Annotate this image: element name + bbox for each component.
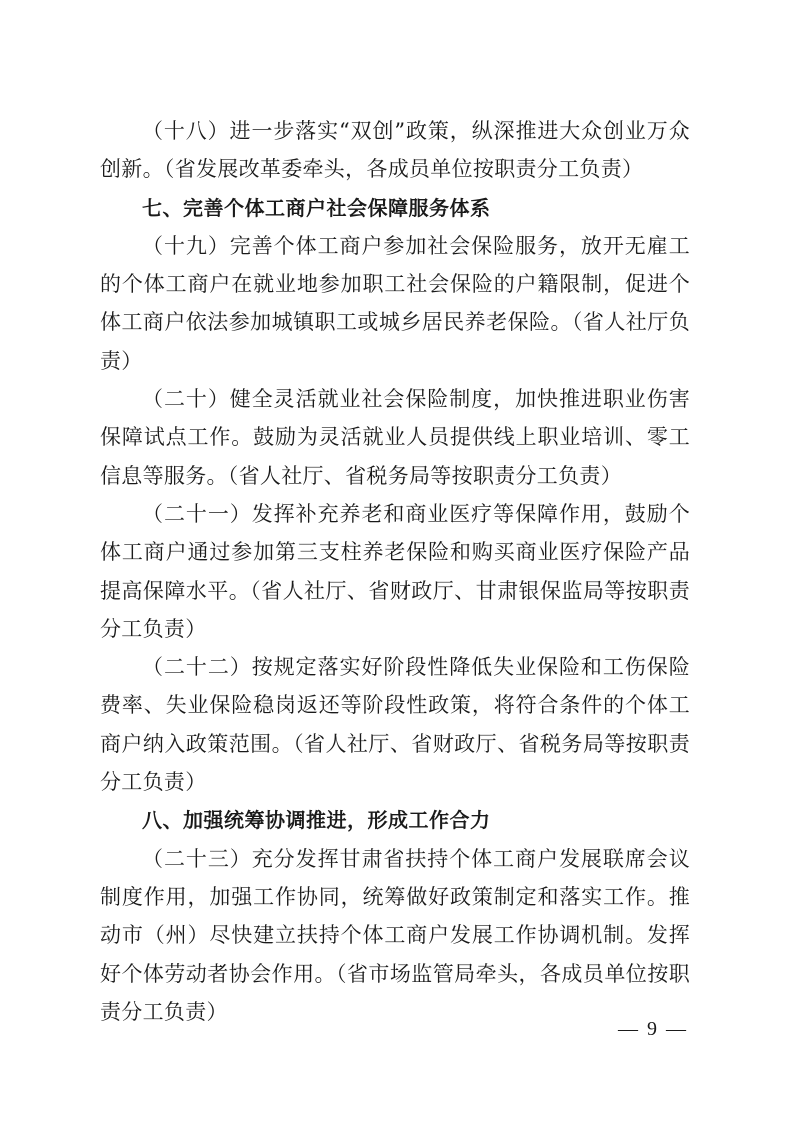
paragraph-18: （十八）进一步落实“双创”政策，纵深推进大众创业万众创新。（省发展改革委牵头，各成员单位按职责分工负责） (100, 119, 690, 182)
paragraph-20: （二十）健全灵活就业社会保险制度，加快推进职业伤害保障试点工作。鼓励为灵活就业人员提供线上职业培训、零工信息等服务。（省人社厅、省税务局等按职责分工负责） (100, 387, 690, 488)
document-body (100, 112, 690, 1031)
page-number: — 9 — (618, 1018, 688, 1040)
paragraph-22: （二十二）按规定落实好阶段性降低失业保险和工伤保险费率、失业保险稳岗返还等阶段性政策，将符合条件的个体工商户纳入政策范围。（省人社厅、省财政厅、省税务局等按职责分工负责） (100, 655, 690, 795)
section-heading-8: 八、加强统筹协调推进，形成工作合力 (142, 808, 491, 833)
section-heading-7: 七、完善个体工商户社会保障服务体系 (142, 195, 491, 220)
paragraph-19: （十九）完善个体工商户参加社会保险服务，放开无雇工的个体工商户在就业地参加职工社会保险的户籍限制，促进个体工商户依法参加城镇职工或城乡居民养老保险。（省人社厅负责） (100, 233, 690, 373)
paragraph-21: （二十一）发挥补充养老和商业医疗等保障作用，鼓励个体工商户通过参加第三支柱养老保险和购买商业医疗保险产品提高保障水平。（省人社厅、省财政厅、甘肃银保监局等按职责分工负责） (100, 501, 690, 641)
paragraph-23: （二十三）充分发挥甘肃省扶持个体工商户发展联席会议制度作用，加强工作协同，统筹做好政策制定和落实工作。推动市（州）尽快建立扶持个体工商户发展工作协调机制。发挥好个体劳动者协会作用。（省市场监管局牵头，各成员单位按职责分工负责） (100, 846, 690, 1024)
